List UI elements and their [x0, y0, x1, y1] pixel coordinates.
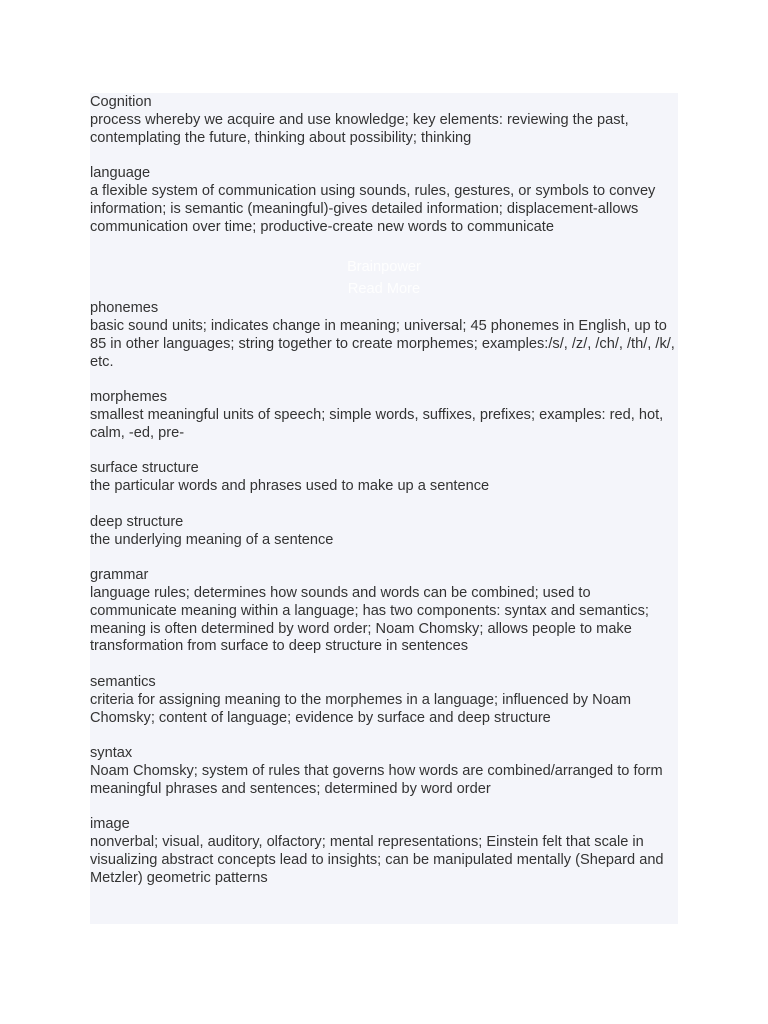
entry-grammar	[90, 567, 678, 656]
entry-definition: nonverbal; visual, auditory, olfactory; mental representations; Einstein felt that scale in visualizing abstract concepts lead to insights; can be manipulated mentally (Shepard and Metzler) geometric patterns	[90, 834, 664, 886]
entry-morphemes	[90, 389, 678, 442]
entry-cognition	[90, 94, 678, 147]
entry-definition: smallest meaningful units of speech; simple words, suffixes, prefixes; examples: red, hot, calm, -ed, pre-	[90, 406, 664, 441]
entry-definition: the underlying meaning of a sentence	[90, 531, 334, 548]
entry-definition: a flexible system of communication using sounds, rules, gestures, or symbols to convey information; is semantic (meaningful)-gives detailed information; displacement-allows communication over time; productive-create new words to communicate	[90, 182, 656, 235]
entry-phonemes	[90, 300, 678, 371]
document-page	[90, 93, 678, 924]
entry-term: image	[90, 816, 130, 833]
entry-term: language	[90, 165, 151, 182]
entry-term: deep structure	[90, 513, 184, 530]
promo-title: Brainpower	[347, 259, 421, 276]
promo-banner[interactable]	[90, 244, 678, 299]
entry-term: morphemes	[90, 389, 168, 406]
entry-language	[90, 165, 678, 236]
entry-syntax	[90, 745, 678, 798]
entry-semantics	[90, 674, 678, 727]
entry-term: surface structure	[90, 460, 199, 477]
entry-term: Cognition	[90, 94, 152, 110]
entry-definition: Noam Chomsky; system of rules that governs how words are combined/arranged to form meaningful phrases and sentences; determined by word order	[90, 762, 663, 797]
entry-image	[90, 816, 678, 887]
entry-surface-structure	[90, 460, 678, 496]
entry-term: syntax	[90, 745, 133, 762]
entry-term: semantics	[90, 673, 156, 690]
entry-definition: process whereby we acquire and use knowledge; key elements: reviewing the past, contemplating the future, thinking about possibility; thinking	[90, 111, 629, 146]
document-content	[90, 93, 678, 905]
entry-definition: language rules; determines how sounds and words can be combined; used to communicate meaning within a language; has two components: syntax and semantics; meaning is often determined by word order; Noam Chomsky; allows people to make transformation from surface to deep structure in sentences	[90, 584, 649, 655]
read-more-link[interactable]: Read More	[347, 281, 421, 298]
entry-definition: criteria for assigning meaning to the morphemes in a language; influenced by Noam Chomsky; content of language; evidence by surface and deep structure	[90, 691, 632, 726]
entry-term: phonemes	[90, 300, 159, 317]
entry-term: grammar	[90, 567, 149, 584]
entry-definition: the particular words and phrases used to make up a sentence	[90, 478, 490, 495]
entry-deep-structure	[90, 514, 678, 550]
entry-definition: basic sound units; indicates change in meaning; universal; 45 phonemes in English, up to 85 in other languages; string together to create morphemes; examples:/s/, /z/, /ch/, /th/, /k/, etc.	[90, 317, 675, 370]
